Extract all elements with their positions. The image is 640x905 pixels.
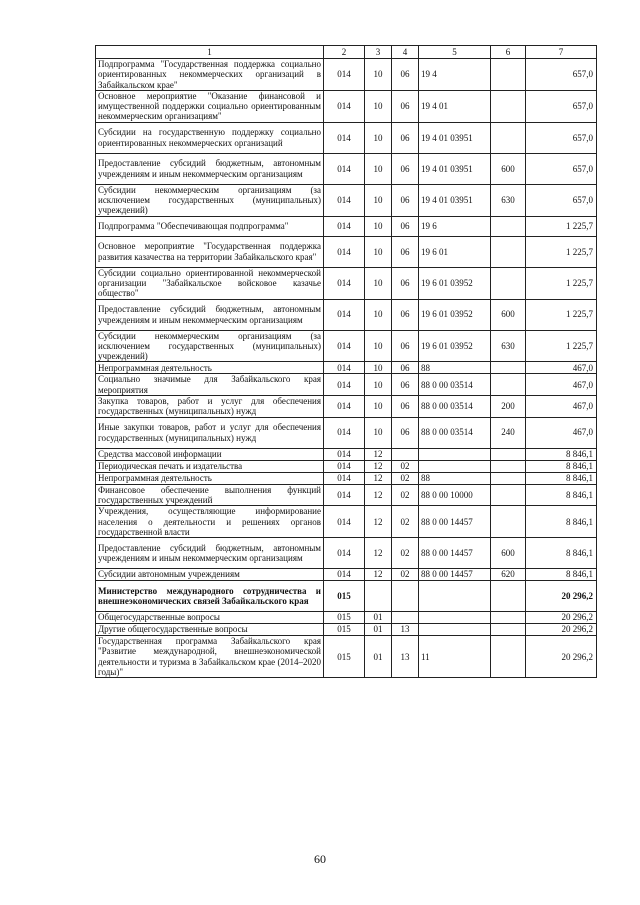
- row-target-code: 19 4 01 03951: [419, 184, 491, 216]
- row-target-code: 19 4: [419, 59, 491, 91]
- row-expense-type: [491, 374, 526, 396]
- table-row: [96, 267, 597, 299]
- row-section-code: 10: [365, 267, 392, 299]
- row-expense-type: [491, 122, 526, 153]
- row-subsection-code: 06: [392, 330, 419, 362]
- row-target-code: [419, 448, 491, 460]
- row-expense-type: 630: [491, 184, 526, 216]
- row-name: Социально значимые для Забайкальского края мероприятия: [96, 374, 324, 396]
- row-target-code: 19 6 01: [419, 236, 491, 267]
- row-name: Другие общегосударственные вопросы: [96, 624, 324, 636]
- row-subsection-code: 06: [392, 184, 419, 216]
- row-amount: 467,0: [526, 374, 597, 396]
- row-section-code: 10: [365, 299, 392, 330]
- row-ministry-code: 014: [324, 90, 365, 122]
- row-amount: 467,0: [526, 362, 597, 374]
- row-target-code: 19 6 01 03952: [419, 330, 491, 362]
- row-name: Непрограммная деятельность: [96, 472, 324, 484]
- row-section-code: 12: [365, 460, 392, 472]
- row-section-code: 12: [365, 538, 392, 569]
- row-subsection-code: 06: [392, 299, 419, 330]
- table-row: [96, 460, 597, 472]
- table-row: [96, 538, 597, 569]
- row-subsection-code: 06: [392, 122, 419, 153]
- row-section-code: 01: [365, 636, 392, 678]
- row-subsection-code: 02: [392, 460, 419, 472]
- table-row: [96, 396, 597, 418]
- row-amount: 8 846,1: [526, 484, 597, 506]
- row-target-code: [419, 581, 491, 612]
- row-target-code: 19 4 01 03951: [419, 122, 491, 153]
- page-number: 60: [314, 852, 326, 866]
- row-target-code: [419, 612, 491, 624]
- row-name: Общегосударственные вопросы: [96, 612, 324, 624]
- row-subsection-code: 06: [392, 417, 419, 448]
- row-expense-type: 200: [491, 396, 526, 418]
- row-ministry-code: 014: [324, 330, 365, 362]
- row-section-code: 12: [365, 484, 392, 506]
- column-header: 4: [392, 46, 419, 59]
- table-row: [96, 417, 597, 448]
- column-header: 6: [491, 46, 526, 59]
- row-expense-type: [491, 90, 526, 122]
- table-row: [96, 216, 597, 236]
- row-expense-type: [491, 472, 526, 484]
- row-name: Субсидии некоммерческим организациям (за исключением государственных (муниципальных) учреждений): [96, 184, 324, 216]
- budget-table: [95, 45, 597, 678]
- table-row: [96, 624, 597, 636]
- row-expense-type: [491, 624, 526, 636]
- row-name: Предоставление субсидий бюджетным, автономным учреждениям и иным некоммерческим организациям: [96, 299, 324, 330]
- row-ministry-code: 014: [324, 374, 365, 396]
- row-subsection-code: 06: [392, 59, 419, 91]
- row-section-code: 10: [365, 236, 392, 267]
- row-name: Финансовое обеспечение выполнения функций государственных учреждений: [96, 484, 324, 506]
- row-amount: 8 846,1: [526, 448, 597, 460]
- table-row: [96, 374, 597, 396]
- table-row: [96, 330, 597, 362]
- row-target-code: 19 4 01: [419, 90, 491, 122]
- row-name: Учреждения, осуществляющие информирование населения о деятельности и решениях органов государственной власти: [96, 506, 324, 538]
- row-ministry-code: 014: [324, 506, 365, 538]
- row-subsection-code: 02: [392, 472, 419, 484]
- row-expense-type: 240: [491, 417, 526, 448]
- row-name: Предоставление субсидий бюджетным, автономным учреждениям и иным некоммерческим организациям: [96, 538, 324, 569]
- row-name: Основное мероприятие "Государственная поддержка развития казачества на территории Забайкальского края": [96, 236, 324, 267]
- row-name: Предоставление субсидий бюджетным, автономным учреждениям и иным некоммерческим организациям: [96, 153, 324, 184]
- row-ministry-code: 014: [324, 396, 365, 418]
- row-section-code: 10: [365, 362, 392, 374]
- column-header: 3: [365, 46, 392, 59]
- row-subsection-code: 06: [392, 362, 419, 374]
- row-name: Субсидии социально ориентированной некоммерческой организации "Забайкальское войсковое казачье общество": [96, 267, 324, 299]
- row-name: Средства массовой информации: [96, 448, 324, 460]
- table-row: [96, 362, 597, 374]
- row-ministry-code: 014: [324, 184, 365, 216]
- row-target-code: [419, 624, 491, 636]
- row-subsection-code: 02: [392, 506, 419, 538]
- row-ministry-code: 014: [324, 362, 365, 374]
- row-expense-type: 620: [491, 569, 526, 581]
- row-expense-type: [491, 636, 526, 678]
- row-ministry-code: 014: [324, 417, 365, 448]
- row-target-code: 19 6: [419, 216, 491, 236]
- row-subsection-code: 02: [392, 569, 419, 581]
- row-target-code: 88 0 00 03514: [419, 374, 491, 396]
- row-section-code: 10: [365, 396, 392, 418]
- row-subsection-code: 06: [392, 374, 419, 396]
- row-target-code: 88 0 00 10000: [419, 484, 491, 506]
- row-subsection-code: [392, 612, 419, 624]
- row-target-code: 19 6 01 03952: [419, 267, 491, 299]
- row-target-code: 88: [419, 472, 491, 484]
- row-section-code: 10: [365, 330, 392, 362]
- row-expense-type: 600: [491, 299, 526, 330]
- row-amount: 8 846,1: [526, 538, 597, 569]
- row-ministry-code: 015: [324, 612, 365, 624]
- row-expense-type: [491, 236, 526, 267]
- row-section-code: 10: [365, 90, 392, 122]
- row-ministry-code: 015: [324, 624, 365, 636]
- row-target-code: 88 0 00 14457: [419, 506, 491, 538]
- column-header: 7: [526, 46, 597, 59]
- row-expense-type: [491, 581, 526, 612]
- row-expense-type: 600: [491, 153, 526, 184]
- table-row: [96, 299, 597, 330]
- row-expense-type: [491, 362, 526, 374]
- row-amount: 20 296,2: [526, 581, 597, 612]
- row-ministry-code: 014: [324, 484, 365, 506]
- table-row: [96, 506, 597, 538]
- table-row: [96, 569, 597, 581]
- row-expense-type: [491, 484, 526, 506]
- row-name: Периодическая печать и издательства: [96, 460, 324, 472]
- row-ministry-code: 014: [324, 538, 365, 569]
- row-section-code: 10: [365, 374, 392, 396]
- row-name: Закупка товаров, работ и услуг для обеспечения государственных (муниципальных) нужд: [96, 396, 324, 418]
- row-subsection-code: 13: [392, 636, 419, 678]
- table-row: [96, 122, 597, 153]
- row-name: Основное мероприятие "Оказание финансовой и имущественной поддержки социально ориентированным некоммерческим организациям": [96, 90, 324, 122]
- table-row: [96, 612, 597, 624]
- row-section-code: 10: [365, 122, 392, 153]
- table-row: [96, 484, 597, 506]
- row-section-code: 12: [365, 569, 392, 581]
- column-header: 2: [324, 46, 365, 59]
- row-name: Министерство международного сотрудничества и внешнеэкономических связей Забайкальского края: [96, 581, 324, 612]
- table-row: [96, 581, 597, 612]
- row-ministry-code: 014: [324, 122, 365, 153]
- row-target-code: 88 0 00 03514: [419, 417, 491, 448]
- table-row: [96, 636, 597, 678]
- row-subsection-code: 06: [392, 153, 419, 184]
- row-amount: 467,0: [526, 417, 597, 448]
- row-expense-type: [491, 448, 526, 460]
- row-expense-type: 630: [491, 330, 526, 362]
- row-expense-type: [491, 460, 526, 472]
- row-target-code: 88 0 00 03514: [419, 396, 491, 418]
- table-row: [96, 236, 597, 267]
- row-section-code: 01: [365, 624, 392, 636]
- row-expense-type: [491, 267, 526, 299]
- row-ministry-code: 014: [324, 216, 365, 236]
- row-subsection-code: 02: [392, 484, 419, 506]
- column-header: 1: [96, 46, 324, 59]
- row-subsection-code: [392, 448, 419, 460]
- row-amount: 657,0: [526, 90, 597, 122]
- row-section-code: 12: [365, 448, 392, 460]
- row-amount: 20 296,2: [526, 612, 597, 624]
- row-section-code: 12: [365, 472, 392, 484]
- row-subsection-code: 06: [392, 236, 419, 267]
- row-subsection-code: 06: [392, 216, 419, 236]
- row-section-code: 10: [365, 184, 392, 216]
- row-name: Субсидии некоммерческим организациям (за исключением государственных (муниципальных) учреждений): [96, 330, 324, 362]
- row-amount: 20 296,2: [526, 636, 597, 678]
- row-amount: 1 225,7: [526, 299, 597, 330]
- row-amount: 1 225,7: [526, 267, 597, 299]
- row-section-code: 10: [365, 417, 392, 448]
- row-amount: 8 846,1: [526, 569, 597, 581]
- row-expense-type: 600: [491, 538, 526, 569]
- row-name: Подпрограмма "Обеспечивающая подпрограмма": [96, 216, 324, 236]
- table-row: [96, 153, 597, 184]
- row-amount: 657,0: [526, 184, 597, 216]
- row-amount: 467,0: [526, 396, 597, 418]
- row-name: Субсидии на государственную поддержку социально ориентированных некоммерческих организаций: [96, 122, 324, 153]
- row-amount: 657,0: [526, 153, 597, 184]
- row-section-code: [365, 581, 392, 612]
- row-subsection-code: 06: [392, 90, 419, 122]
- table-row: [96, 184, 597, 216]
- table-row: [96, 90, 597, 122]
- row-subsection-code: 06: [392, 267, 419, 299]
- row-ministry-code: 014: [324, 460, 365, 472]
- row-amount: 20 296,2: [526, 624, 597, 636]
- row-target-code: 88 0 00 14457: [419, 538, 491, 569]
- row-ministry-code: 014: [324, 267, 365, 299]
- row-ministry-code: 014: [324, 153, 365, 184]
- row-expense-type: [491, 612, 526, 624]
- row-target-code: 11: [419, 636, 491, 678]
- row-section-code: 01: [365, 612, 392, 624]
- row-amount: 1 225,7: [526, 216, 597, 236]
- row-section-code: 10: [365, 153, 392, 184]
- row-subsection-code: 06: [392, 396, 419, 418]
- row-ministry-code: 014: [324, 448, 365, 460]
- row-ministry-code: 015: [324, 581, 365, 612]
- table-row: [96, 448, 597, 460]
- row-amount: 1 225,7: [526, 236, 597, 267]
- row-name: Иные закупки товаров, работ и услуг для обеспечения государственных (муниципальных) нужд: [96, 417, 324, 448]
- row-name: Подпрограмма "Государственная поддержка социально ориентированных некоммерческих организаций в Забайкальском крае": [96, 59, 324, 91]
- row-section-code: 10: [365, 216, 392, 236]
- table-row: [96, 59, 597, 91]
- row-expense-type: [491, 216, 526, 236]
- row-amount: 8 846,1: [526, 472, 597, 484]
- row-ministry-code: 014: [324, 236, 365, 267]
- column-header: 5: [419, 46, 491, 59]
- row-target-code: 88 0 00 14457: [419, 569, 491, 581]
- table-row: [96, 472, 597, 484]
- header-row: [96, 46, 597, 59]
- row-subsection-code: [392, 581, 419, 612]
- row-ministry-code: 014: [324, 569, 365, 581]
- row-amount: 8 846,1: [526, 460, 597, 472]
- row-subsection-code: 13: [392, 624, 419, 636]
- row-target-code: 88: [419, 362, 491, 374]
- row-subsection-code: 02: [392, 538, 419, 569]
- row-expense-type: [491, 59, 526, 91]
- row-ministry-code: 014: [324, 472, 365, 484]
- row-section-code: 12: [365, 506, 392, 538]
- row-ministry-code: 015: [324, 636, 365, 678]
- row-amount: 8 846,1: [526, 506, 597, 538]
- row-name: Непрограммная деятельность: [96, 362, 324, 374]
- row-amount: 1 225,7: [526, 330, 597, 362]
- row-target-code: 19 4 01 03951: [419, 153, 491, 184]
- row-ministry-code: 014: [324, 59, 365, 91]
- row-expense-type: [491, 506, 526, 538]
- row-amount: 657,0: [526, 59, 597, 91]
- row-name: Государственная программа Забайкальского края "Развитие международной, внешнеэкономической деятельности и туризма в Забайкальском крае (2014–2020 годы)": [96, 636, 324, 678]
- row-name: Субсидии автономным учреждениям: [96, 569, 324, 581]
- row-target-code: [419, 460, 491, 472]
- row-target-code: 19 6 01 03952: [419, 299, 491, 330]
- row-amount: 657,0: [526, 122, 597, 153]
- row-section-code: 10: [365, 59, 392, 91]
- row-ministry-code: 014: [324, 299, 365, 330]
